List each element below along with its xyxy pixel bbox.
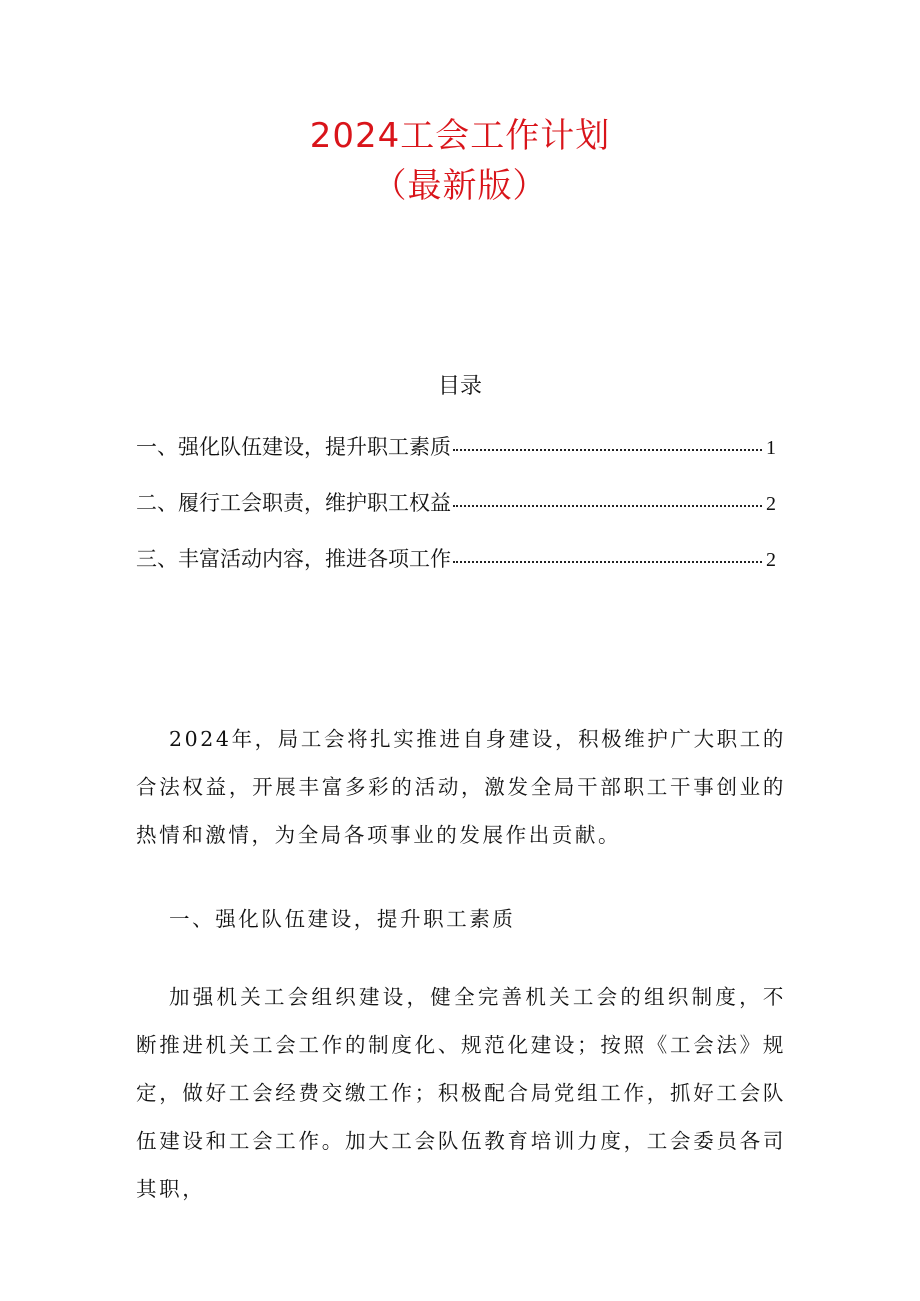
toc-item-label: 二、履行工会职责，维护职工权益: [136, 491, 451, 515]
toc-page-number: 1: [766, 437, 776, 459]
section-heading: 一、强化队伍建设，提升职工素质: [169, 907, 516, 931]
intro-paragraph: 2024年，局工会将扎实推进自身建设，积极维护广大职工的合法权益，开展丰富多彩的活动，激发全局干部职工干事创业的热情和激情，为全局各项事业的发展作出贡献。: [136, 727, 786, 847]
toc-item-label: 一、强化队伍建设，提升职工素质: [136, 435, 451, 459]
toc-heading: 目录: [437, 374, 482, 399]
toc-dot-leader: [453, 505, 762, 507]
toc-page-number: 2: [766, 549, 776, 571]
toc-item[interactable]: [136, 437, 776, 458]
section-paragraph: 加强机关工会组织建设，健全完善机关工会的组织制度，不断推进机关工会工作的制度化、规范化建设；按照《工会法》规定，做好工会经费交缴工作；积极配合局党组工作，抓好工会队伍建设和工会工作。加大工会队伍教育培训力度，工会委员各司其职，: [136, 985, 786, 1201]
document-title: 2024工会工作计划: [309, 116, 611, 156]
toc-dot-leader: [453, 449, 762, 451]
toc-item[interactable]: [136, 493, 776, 514]
toc-item-label: 三、丰富活动内容，推进各项工作: [136, 547, 451, 571]
toc-dot-leader: [453, 561, 762, 563]
toc-page-number: 2: [766, 493, 776, 515]
toc-item[interactable]: [136, 549, 776, 570]
document-subtitle: （最新版）: [372, 166, 548, 206]
